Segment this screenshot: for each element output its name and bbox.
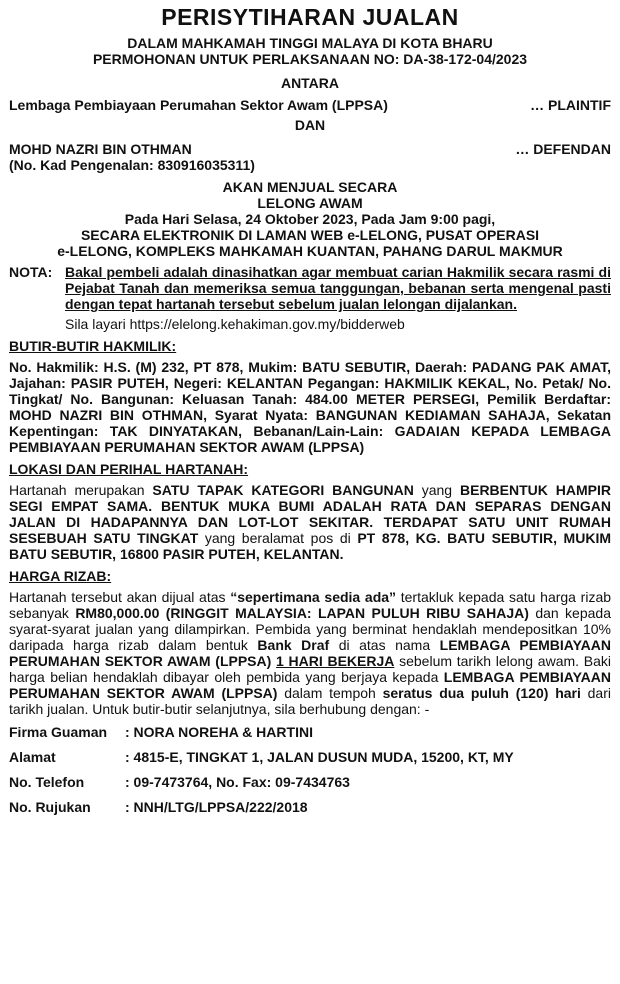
harga-b2: RM80,000.00 (RINGGIT MALAYSIA: LAPAN PULUH RIBU SAHAJA) xyxy=(75,605,529,621)
contact-row-firm xyxy=(9,724,611,740)
sale-line-2: LELONG AWAM xyxy=(257,195,363,211)
contact-row-reference xyxy=(9,799,611,815)
harga-b6: LEMBAGA PEMBIAYAAN PERUMAHAN SEKTOR AWAM (LPPSA) xyxy=(9,669,611,701)
sale-details xyxy=(9,179,611,259)
sale-line-1: AKAN MENJUAL SECARA xyxy=(222,179,398,195)
harga-p1: Hartanah tersebut akan dijual atas xyxy=(9,589,231,605)
plaintiff-row xyxy=(9,97,611,113)
defendant-row xyxy=(9,141,611,157)
harga-p6: sebelum tarikh lelong awam. Baki harga belian hendaklah dibayar oleh pembida yang berjaya kepada xyxy=(9,653,611,685)
harga-b1: “sepertimana sedia ada” xyxy=(230,589,397,605)
contact-value: : 4815-E, TINGKAT 1, JALAN DUSUN MUDA, 15200, KT, MY xyxy=(125,749,514,765)
lokasi-p1: Hartanah merupakan xyxy=(9,482,153,498)
harga-b3: Bank Draf xyxy=(257,637,330,653)
nota-text: Bakal pembeli adalah dinasihatkan agar membuat carian Hakmilik secara rasmi di Pejabat Tanah dan memeriksa semua tanggungan, bebanan serta mengenal pasti dengan tepat hartanah tersebut sebelum jualan lelongan dijalankan. xyxy=(65,264,611,312)
dan-label: DAN xyxy=(294,117,326,133)
harga-text xyxy=(9,589,611,717)
lokasi-p3: yang beralamat pos di xyxy=(198,530,358,546)
court-heading xyxy=(9,35,611,67)
hakmilik-text: No. Hakmilik: H.S. (M) 232, PT 878, Mukim: BATU SEBUTIR, Daerah: PADANG PAK AMAT, Jajahan: PASIR PUTEH, Negeri: KELANTAN Pegangan: HAKMILIK KEKAL, No. Petak/ No. Tingkat/ No. Bangunan: Keluasan Tanah: 484.00 METER PERSEGI, Pemilik Berdaftar: MOHD NAZRI BIN OTHMAN, Syarat Nyata: BANGUNAN KEDIAMAN SAHAJA, Sekatan Kepentingan: TAK DINYATAKAN, Bebanan/Lain-Lain: GADAIAN KEPADA LEMBAGA PEMBIAYAAN PERUMAHAN SEKTOR AWAM (LPPSA) xyxy=(9,359,611,455)
contact-label: Firma Guaman xyxy=(9,724,108,740)
lokasi-p2: yang xyxy=(413,482,460,498)
harga-p4: di atas nama xyxy=(329,637,440,653)
harga-p2: tertakluk kepada satu harga rizab sebanyak xyxy=(9,589,612,621)
contact-label: Alamat xyxy=(9,749,56,765)
application-number: PERMOHONAN UNTUK PERLAKSANAAN NO: DA-38-172-04/2023 xyxy=(92,51,528,67)
plaintiff-name: Lembaga Pembiayaan Perumahan Sektor Awam (LPPSA) xyxy=(9,97,388,113)
lokasi-b1: SATU TAPAK KATEGORI BANGUNAN xyxy=(152,482,414,498)
contact-value: : NNH/LTG/LPPSA/222/2018 xyxy=(125,799,308,815)
sale-line-3: Pada Hari Selasa, 24 Oktober 2023, Pada Jam 9:00 pagi, xyxy=(124,211,496,227)
harga-b7: seratus dua puluh (120) hari xyxy=(382,685,581,701)
defendant-name: MOHD NAZRI BIN OTHMAN xyxy=(9,141,192,157)
harga-heading: HARGA RIZAB: xyxy=(9,568,112,584)
defendant-role: … DEFENDAN xyxy=(515,141,611,157)
harga-bu5: 1 HARI BEKERJA xyxy=(276,653,395,669)
bidder-url: Sila layari https://elelong.kehakiman.gov.my/bidderweb xyxy=(65,316,405,332)
harga-p3: dan kepada syarat-syarat jualan yang dilampirkan. Pembida yang berminat hendaklah mendepositkan 10% daripada harga rizab dalam bentuk xyxy=(9,605,611,653)
harga-b4: LEMBAGA PEMBIAYAAN PERUMAHAN SEKTOR AWAM (LPPSA) xyxy=(9,637,611,669)
contact-row-address xyxy=(9,749,611,765)
sale-line-5: e-LELONG, KOMPLEKS MAHKAMAH KUANTAN, PAHANG DARUL MAKMUR xyxy=(57,243,563,259)
nota-label: NOTA: xyxy=(9,264,53,280)
defendant-ic: (No. Kad Pengenalan: 830916035311) xyxy=(9,157,255,173)
contact-label: No. Rujukan xyxy=(9,799,91,815)
lokasi-b3: PT 878, KG. BATU SEBUTIR, MUKIM BATU SEBUTIR, 16800 PASIR PUTEH, KELANTAN. xyxy=(9,530,611,562)
plaintiff-role: … PLAINTIF xyxy=(530,97,611,113)
lokasi-text xyxy=(9,482,611,562)
contact-row-phone xyxy=(9,774,611,790)
sale-line-4: SECARA ELEKTRONIK DI LAMAN WEB e-LELONG, PUSAT OPERASI xyxy=(80,227,540,243)
court-name: DALAM MAHKAMAH TINGGI MALAYA DI KOTA BHARU xyxy=(127,35,493,51)
contact-label: No. Telefon xyxy=(9,774,85,790)
antara-label: ANTARA xyxy=(280,75,340,91)
contact-value: : 09-7473764, No. Fax: 09-7434763 xyxy=(125,774,350,790)
contact-table xyxy=(9,724,611,815)
harga-p7: dalam tempoh xyxy=(277,685,383,701)
lokasi-b2: BERBENTUK HAMPIR SEGI EMPAT SAMA. BENTUK MUKA BUMI ADALAH RATA DAN SEPARAS DENGAN JALAN DI HADAPANNYA DAN LOT-LOT SEKITAR. TERDAPAT SATU UNIT RUMAH SESEBUAH SATU TINGKAT xyxy=(9,482,612,546)
lokasi-heading: LOKASI DAN PERIHAL HARTANAH: xyxy=(9,461,249,477)
hakmilik-heading: BUTIR-BUTIR HAKMILIK: xyxy=(9,338,177,354)
harga-p8: dari tarikh jualan. Untuk butir-butir selanjutnya, sila berhubung dengan: - xyxy=(9,685,611,717)
defendant-ic-row xyxy=(9,157,611,173)
notice-title: PERISYTIHARAN JUALAN xyxy=(161,4,459,30)
contact-value: : NORA NOREHA & HARTINI xyxy=(125,724,313,740)
nota-block xyxy=(9,264,611,312)
